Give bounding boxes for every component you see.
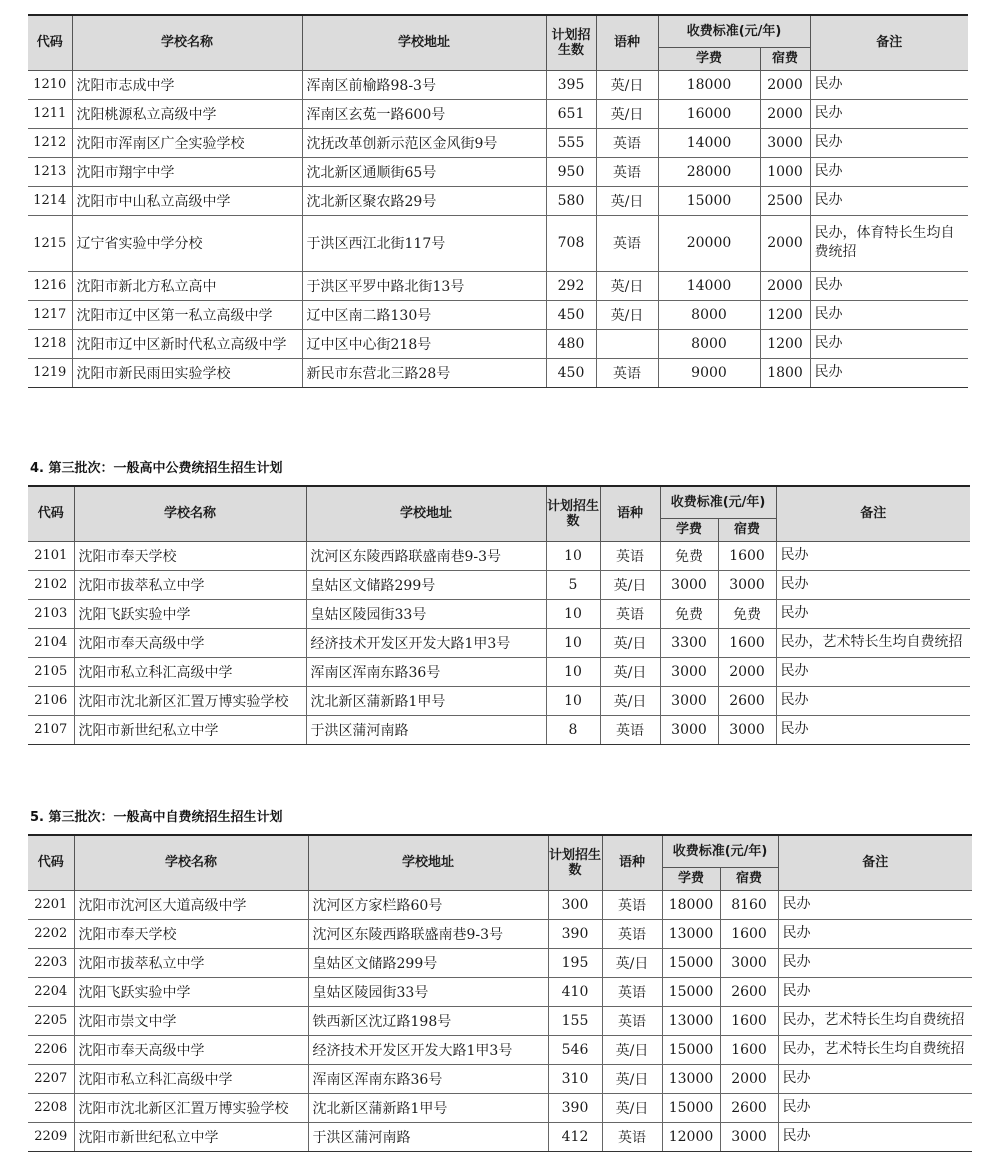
- header-note: 备注: [810, 15, 968, 70]
- header-dorm: 宿费: [720, 867, 778, 890]
- cell-note: 民办: [776, 599, 970, 628]
- cell-dorm: 3000: [720, 1122, 778, 1151]
- cell-school-address: 皇姑区文储路299号: [306, 570, 546, 599]
- header-language: 语种: [602, 835, 662, 890]
- cell-school-address: 沈河区东陵西路联盛南巷9-3号: [308, 919, 548, 948]
- cell-tuition: 14000: [658, 128, 760, 157]
- cell-tuition: 3300: [660, 628, 718, 657]
- cell-plan: 390: [548, 919, 602, 948]
- cell-plan: 10: [546, 686, 600, 715]
- cell-code: 2207: [28, 1064, 74, 1093]
- cell-note: 民办: [778, 1122, 972, 1151]
- cell-language: 英/日: [596, 271, 658, 300]
- cell-school-name: 沈阳市拔萃私立中学: [74, 948, 308, 977]
- table-body: [28, 541, 970, 744]
- cell-plan: 300: [548, 890, 602, 919]
- cell-tuition: 15000: [662, 948, 720, 977]
- cell-school-address: 沈河区方家栏路60号: [308, 890, 548, 919]
- table-row: [28, 1093, 972, 1122]
- cell-tuition: 15000: [662, 977, 720, 1006]
- cell-school-name: 沈阳市沈北新区汇置万博实验学校: [74, 686, 306, 715]
- cell-tuition: 9000: [658, 358, 760, 387]
- table-row: [28, 70, 968, 99]
- table-row: [28, 657, 970, 686]
- table-row: [28, 541, 970, 570]
- cell-tuition: 8000: [658, 300, 760, 329]
- table-row: [28, 215, 968, 271]
- cell-school-address: 沈北新区聚农路29号: [302, 186, 546, 215]
- cell-dorm: 1600: [718, 628, 776, 657]
- cell-tuition: 18000: [658, 70, 760, 99]
- table-row: [28, 186, 968, 215]
- table: [28, 14, 968, 388]
- cell-tuition: 13000: [662, 1064, 720, 1093]
- cell-code: 2105: [28, 657, 74, 686]
- table-body: [28, 70, 968, 387]
- cell-code: 1217: [28, 300, 72, 329]
- cell-language: 英语: [602, 890, 662, 919]
- cell-school-name: 沈阳市奉天高级中学: [74, 628, 306, 657]
- cell-code: 1216: [28, 271, 72, 300]
- cell-school-name: 沈阳市新世纪私立中学: [74, 715, 306, 744]
- cell-tuition: 3000: [660, 570, 718, 599]
- header-code: 代码: [28, 486, 74, 541]
- header-fee-standard: 收费标准(元/年): [658, 15, 810, 47]
- cell-language: 英/日: [600, 686, 660, 715]
- cell-note: 民办，体育特长生均自费统招: [810, 215, 968, 271]
- cell-dorm: 3000: [718, 570, 776, 599]
- cell-plan: 546: [548, 1035, 602, 1064]
- table-row: [28, 919, 972, 948]
- cell-language: 英语: [596, 358, 658, 387]
- cell-language: 英语: [602, 1122, 662, 1151]
- cell-code: 2209: [28, 1122, 74, 1151]
- cell-school-address: 辽中区南二路130号: [302, 300, 546, 329]
- cell-code: 2102: [28, 570, 74, 599]
- cell-school-name: 沈阳市中山私立高级中学: [72, 186, 302, 215]
- header-note: 备注: [778, 835, 972, 890]
- header-plan: 计划招生数: [546, 486, 600, 541]
- cell-language: 英语: [596, 215, 658, 271]
- table-row: [28, 271, 968, 300]
- cell-language: 英/日: [596, 99, 658, 128]
- cell-school-address: 皇姑区文储路299号: [308, 948, 548, 977]
- cell-school-address: 铁西新区沈辽路198号: [308, 1006, 548, 1035]
- header-code: 代码: [28, 835, 74, 890]
- cell-note: 民办: [776, 541, 970, 570]
- cell-dorm: 3000: [760, 128, 810, 157]
- cell-code: 1215: [28, 215, 72, 271]
- cell-code: 2107: [28, 715, 74, 744]
- cell-tuition: 免费: [660, 541, 718, 570]
- cell-tuition: 15000: [662, 1035, 720, 1064]
- cell-code: 1212: [28, 128, 72, 157]
- cell-code: 2203: [28, 948, 74, 977]
- cell-code: 2103: [28, 599, 74, 628]
- cell-language: 英语: [602, 977, 662, 1006]
- table-row: [28, 570, 970, 599]
- cell-plan: 310: [548, 1064, 602, 1093]
- cell-code: 2204: [28, 977, 74, 1006]
- cell-dorm: 1600: [720, 1006, 778, 1035]
- cell-note: 民办: [778, 919, 972, 948]
- cell-note: 民办: [778, 948, 972, 977]
- cell-plan: 412: [548, 1122, 602, 1151]
- header-school-name: 学校名称: [74, 486, 306, 541]
- cell-school-address: 浑南区浑南东路36号: [308, 1064, 548, 1093]
- cell-tuition: 18000: [662, 890, 720, 919]
- cell-dorm: 1600: [720, 1035, 778, 1064]
- cell-note: 民办: [810, 358, 968, 387]
- cell-plan: 580: [546, 186, 596, 215]
- cell-school-address: 沈北新区蒲新路1甲号: [306, 686, 546, 715]
- cell-note: 民办: [776, 657, 970, 686]
- cell-tuition: 13000: [662, 919, 720, 948]
- header-plan: 计划招生数: [546, 15, 596, 70]
- cell-note: 民办，艺术特长生均自费统招: [778, 1006, 972, 1035]
- cell-school-name: 辽宁省实验中学分校: [72, 215, 302, 271]
- table-row: [28, 329, 968, 358]
- cell-tuition: 13000: [662, 1006, 720, 1035]
- header-tuition: 学费: [660, 518, 718, 541]
- cell-school-name: 沈阳桃源私立高级中学: [72, 99, 302, 128]
- table-row: [28, 599, 970, 628]
- cell-note: 民办: [778, 1093, 972, 1122]
- table-row: [28, 715, 970, 744]
- cell-language: 英/日: [596, 300, 658, 329]
- cell-school-name: 沈阳市沈北新区汇置万博实验学校: [74, 1093, 308, 1122]
- cell-plan: 8: [546, 715, 600, 744]
- section-title-4: 4. 第三批次：一般高中公费统招生招生计划: [30, 461, 283, 476]
- cell-dorm: 3000: [718, 715, 776, 744]
- cell-language: 英语: [600, 541, 660, 570]
- cell-plan: 480: [546, 329, 596, 358]
- cell-language: 英/日: [602, 1064, 662, 1093]
- table-row: [28, 1035, 972, 1064]
- cell-school-name: 沈阳市奉天高级中学: [74, 1035, 308, 1064]
- header-fee-standard: 收费标准(元/年): [662, 835, 778, 867]
- cell-tuition: 14000: [658, 271, 760, 300]
- cell-school-name: 沈阳市志成中学: [72, 70, 302, 99]
- cell-note: 民办: [810, 300, 968, 329]
- cell-dorm: 2000: [760, 70, 810, 99]
- header-school-address: 学校地址: [308, 835, 548, 890]
- cell-note: 民办，艺术特长生均自费统招: [778, 1035, 972, 1064]
- header-dorm: 宿费: [760, 47, 810, 70]
- cell-tuition: 15000: [658, 186, 760, 215]
- table-row: [28, 628, 970, 657]
- cell-school-name: 沈阳飞跃实验中学: [74, 977, 308, 1006]
- cell-school-name: 沈阳市崇文中学: [74, 1006, 308, 1035]
- cell-language: 英/日: [600, 570, 660, 599]
- cell-plan: 155: [548, 1006, 602, 1035]
- cell-school-name: 沈阳市奉天学校: [74, 919, 308, 948]
- cell-tuition: 15000: [662, 1093, 720, 1122]
- cell-language: 英/日: [596, 186, 658, 215]
- cell-dorm: 1200: [760, 300, 810, 329]
- cell-dorm: 2000: [760, 215, 810, 271]
- cell-tuition: 3000: [660, 715, 718, 744]
- cell-plan: 450: [546, 358, 596, 387]
- header-school-address: 学校地址: [302, 15, 546, 70]
- cell-code: 1218: [28, 329, 72, 358]
- table-public-quota: [28, 485, 970, 745]
- cell-school-address: 新民市东营北三路28号: [302, 358, 546, 387]
- cell-school-name: 沈阳市新北方私立高中: [72, 271, 302, 300]
- cell-plan: 450: [546, 300, 596, 329]
- cell-language: 英语: [600, 715, 660, 744]
- cell-note: 民办: [776, 570, 970, 599]
- cell-code: 2106: [28, 686, 74, 715]
- cell-language: 英语: [596, 157, 658, 186]
- table-row: [28, 890, 972, 919]
- cell-school-address: 于洪区平罗中路北街13号: [302, 271, 546, 300]
- cell-code: 2202: [28, 919, 74, 948]
- cell-school-address: 于洪区西江北街117号: [302, 215, 546, 271]
- cell-plan: 195: [548, 948, 602, 977]
- cell-dorm: 1600: [720, 919, 778, 948]
- cell-dorm: 1800: [760, 358, 810, 387]
- table-row: [28, 1064, 972, 1093]
- cell-note: 民办: [776, 715, 970, 744]
- cell-school-name: 沈阳市新世纪私立中学: [74, 1122, 308, 1151]
- cell-plan: 10: [546, 599, 600, 628]
- cell-dorm: 2000: [718, 657, 776, 686]
- header-school-name: 学校名称: [74, 835, 308, 890]
- table-row: [28, 128, 968, 157]
- cell-dorm: 1600: [718, 541, 776, 570]
- cell-plan: 651: [546, 99, 596, 128]
- cell-school-name: 沈阳市沈河区大道高级中学: [74, 890, 308, 919]
- cell-school-address: 浑南区前榆路98-3号: [302, 70, 546, 99]
- header-language: 语种: [600, 486, 660, 541]
- cell-school-address: 沈北新区蒲新路1甲号: [308, 1093, 548, 1122]
- cell-school-address: 皇姑区陵园街33号: [308, 977, 548, 1006]
- cell-tuition: 16000: [658, 99, 760, 128]
- cell-note: 民办: [776, 686, 970, 715]
- cell-school-name: 沈阳市辽中区第一私立高级中学: [72, 300, 302, 329]
- cell-plan: 555: [546, 128, 596, 157]
- cell-dorm: 1200: [760, 329, 810, 358]
- cell-code: 2104: [28, 628, 74, 657]
- cell-school-address: 辽中区中心街218号: [302, 329, 546, 358]
- table-row: [28, 358, 968, 387]
- cell-code: 1213: [28, 157, 72, 186]
- cell-note: 民办: [810, 271, 968, 300]
- header-dorm: 宿费: [718, 518, 776, 541]
- cell-code: 1211: [28, 99, 72, 128]
- cell-plan: 395: [546, 70, 596, 99]
- cell-school-address: 沈抚改革创新示范区金风街9号: [302, 128, 546, 157]
- cell-tuition: 免费: [660, 599, 718, 628]
- section-title-5: 5. 第三批次：一般高中自费统招生招生计划: [30, 810, 283, 825]
- cell-code: 1219: [28, 358, 72, 387]
- cell-code: 2201: [28, 890, 74, 919]
- cell-tuition: 20000: [658, 215, 760, 271]
- cell-plan: 708: [546, 215, 596, 271]
- cell-plan: 10: [546, 628, 600, 657]
- cell-school-name: 沈阳市私立科汇高级中学: [74, 1064, 308, 1093]
- table-row: [28, 300, 968, 329]
- cell-note: 民办: [810, 157, 968, 186]
- cell-code: 2205: [28, 1006, 74, 1035]
- header-tuition: 学费: [658, 47, 760, 70]
- cell-plan: 390: [548, 1093, 602, 1122]
- cell-school-name: 沈阳市拔萃私立中学: [74, 570, 306, 599]
- cell-language: 英/日: [602, 1093, 662, 1122]
- cell-tuition: 12000: [662, 1122, 720, 1151]
- header-school-address: 学校地址: [306, 486, 546, 541]
- header-tuition: 学费: [662, 867, 720, 890]
- cell-code: 1210: [28, 70, 72, 99]
- cell-language: 英语: [596, 128, 658, 157]
- cell-note: 民办: [778, 977, 972, 1006]
- cell-language: 英/日: [602, 1035, 662, 1064]
- cell-code: 2101: [28, 541, 74, 570]
- cell-school-address: 沈北新区通顺街65号: [302, 157, 546, 186]
- cell-dorm: 2600: [720, 1093, 778, 1122]
- header-plan: 计划招生数: [548, 835, 602, 890]
- cell-note: 民办: [810, 128, 968, 157]
- header-school-name: 学校名称: [72, 15, 302, 70]
- cell-dorm: 3000: [720, 948, 778, 977]
- cell-school-name: 沈阳市私立科汇高级中学: [74, 657, 306, 686]
- cell-language: 英/日: [602, 948, 662, 977]
- cell-tuition: 3000: [660, 686, 718, 715]
- cell-school-address: 于洪区蒲河南路: [308, 1122, 548, 1151]
- header-code: 代码: [28, 15, 72, 70]
- cell-dorm: 2000: [720, 1064, 778, 1093]
- cell-note: 民办: [778, 890, 972, 919]
- cell-school-address: 沈河区东陵西路联盛南巷9-3号: [306, 541, 546, 570]
- cell-dorm: 2000: [760, 99, 810, 128]
- cell-tuition: 28000: [658, 157, 760, 186]
- cell-dorm: 8160: [720, 890, 778, 919]
- cell-language: 英语: [600, 599, 660, 628]
- cell-school-address: 于洪区蒲河南路: [306, 715, 546, 744]
- cell-school-name: 沈阳市新民雨田实验学校: [72, 358, 302, 387]
- cell-plan: 950: [546, 157, 596, 186]
- cell-note: 民办: [810, 329, 968, 358]
- cell-note: 民办: [810, 186, 968, 215]
- cell-dorm: 2600: [720, 977, 778, 1006]
- cell-plan: 292: [546, 271, 596, 300]
- cell-language: 英/日: [596, 70, 658, 99]
- cell-note: 民办: [810, 99, 968, 128]
- cell-plan: 10: [546, 657, 600, 686]
- cell-school-name: 沈阳市辽中区新时代私立高级中学: [72, 329, 302, 358]
- table-row: [28, 1122, 972, 1151]
- table: [28, 834, 972, 1152]
- cell-school-address: 经济技术开发区开发大路1甲3号: [308, 1035, 548, 1064]
- cell-school-address: 浑南区玄菟一路600号: [302, 99, 546, 128]
- cell-tuition: 8000: [658, 329, 760, 358]
- cell-note: 民办: [810, 70, 968, 99]
- cell-school-name: 沈阳市翔宇中学: [72, 157, 302, 186]
- cell-dorm: 2000: [760, 271, 810, 300]
- table-row: [28, 99, 968, 128]
- table-private-schools: [28, 14, 968, 388]
- table-row: [28, 686, 970, 715]
- cell-plan: 410: [548, 977, 602, 1006]
- table-body: [28, 890, 972, 1151]
- cell-plan: 10: [546, 541, 600, 570]
- table-row: [28, 1006, 972, 1035]
- cell-code: 2208: [28, 1093, 74, 1122]
- cell-language: 英/日: [600, 628, 660, 657]
- table-row: [28, 948, 972, 977]
- header-fee-standard: 收费标准(元/年): [660, 486, 776, 518]
- table-row: [28, 977, 972, 1006]
- table-self-funded-quota: [28, 834, 972, 1152]
- cell-plan: 5: [546, 570, 600, 599]
- cell-school-name: 沈阳市浑南区广全实验学校: [72, 128, 302, 157]
- cell-dorm: 免费: [718, 599, 776, 628]
- table: [28, 485, 970, 745]
- cell-dorm: 1000: [760, 157, 810, 186]
- cell-school-address: 浑南区浑南东路36号: [306, 657, 546, 686]
- table-row: [28, 157, 968, 186]
- cell-language: [596, 329, 658, 358]
- cell-dorm: 2500: [760, 186, 810, 215]
- header-note: 备注: [776, 486, 970, 541]
- cell-note: 民办，艺术特长生均自费统招: [776, 628, 970, 657]
- cell-language: 英/日: [600, 657, 660, 686]
- cell-school-address: 经济技术开发区开发大路1甲3号: [306, 628, 546, 657]
- cell-school-name: 沈阳飞跃实验中学: [74, 599, 306, 628]
- cell-school-address: 皇姑区陵园街33号: [306, 599, 546, 628]
- cell-note: 民办: [778, 1064, 972, 1093]
- cell-language: 英语: [602, 919, 662, 948]
- cell-school-name: 沈阳市奉天学校: [74, 541, 306, 570]
- cell-code: 1214: [28, 186, 72, 215]
- cell-dorm: 2600: [718, 686, 776, 715]
- cell-language: 英语: [602, 1006, 662, 1035]
- cell-code: 2206: [28, 1035, 74, 1064]
- cell-tuition: 3000: [660, 657, 718, 686]
- header-language: 语种: [596, 15, 658, 70]
